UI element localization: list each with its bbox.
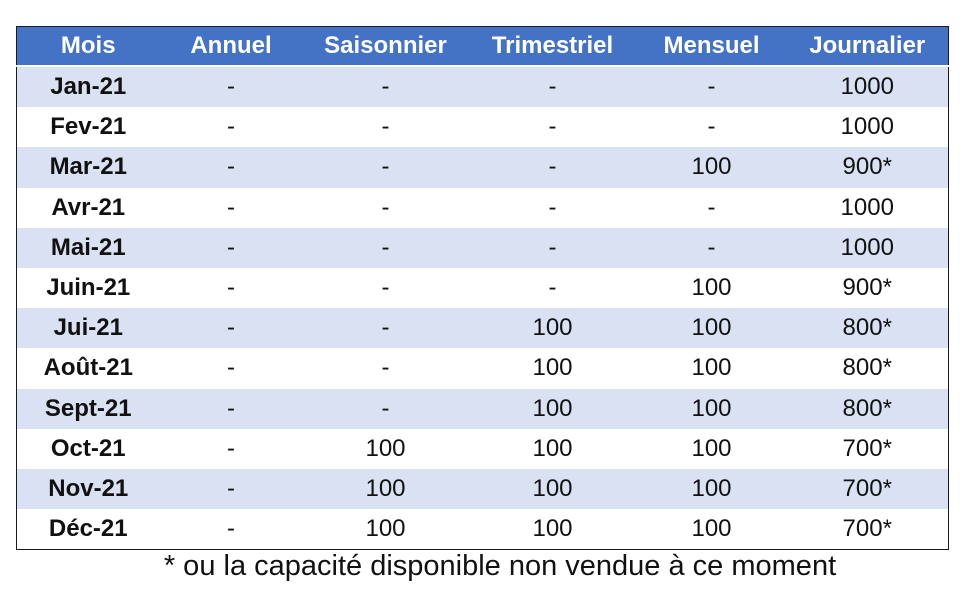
table-row: [17, 268, 949, 308]
cell-annuel: -: [160, 389, 303, 429]
table-row: [17, 107, 949, 147]
header-mensuel: Mensuel: [637, 27, 787, 67]
cell-trimestriel: -: [469, 147, 637, 187]
cell-saisonnier: -: [303, 268, 469, 308]
cell-trimestriel: -: [469, 188, 637, 228]
cell-mensuel: 100: [637, 268, 787, 308]
cell-month: Mar-21: [17, 147, 160, 187]
cell-month: Oct-21: [17, 429, 160, 469]
cell-journalier: 1000: [787, 188, 949, 228]
table-row: [17, 188, 949, 228]
cell-saisonnier: -: [303, 389, 469, 429]
table-row: [17, 389, 949, 429]
cell-month: Fev-21: [17, 107, 160, 147]
cell-trimestriel: -: [469, 107, 637, 147]
table-row: [17, 228, 949, 268]
cell-month: Sept-21: [17, 389, 160, 429]
cell-journalier: 800*: [787, 389, 949, 429]
cell-month: Août-21: [17, 348, 160, 388]
cell-annuel: -: [160, 66, 303, 107]
cell-month: Juin-21: [17, 268, 160, 308]
cell-saisonnier: 100: [303, 469, 469, 509]
cell-mensuel: 100: [637, 348, 787, 388]
table-row: [17, 308, 949, 348]
cell-trimestriel: 100: [469, 308, 637, 348]
cell-annuel: -: [160, 147, 303, 187]
cell-mensuel: 100: [637, 147, 787, 187]
cell-annuel: -: [160, 509, 303, 550]
table-header-row: [17, 27, 949, 67]
cell-trimestriel: -: [469, 268, 637, 308]
cell-month: Nov-21: [17, 469, 160, 509]
cell-saisonnier: -: [303, 107, 469, 147]
cell-journalier: 700*: [787, 469, 949, 509]
cell-annuel: -: [160, 429, 303, 469]
cell-journalier: 700*: [787, 509, 949, 550]
cell-annuel: -: [160, 228, 303, 268]
cell-month: Jan-21: [17, 66, 160, 107]
cell-month: Jui-21: [17, 308, 160, 348]
cell-trimestriel: 100: [469, 509, 637, 550]
table-row: [17, 348, 949, 388]
header-mois: Mois: [17, 27, 160, 67]
cell-saisonnier: -: [303, 188, 469, 228]
cell-journalier: 800*: [787, 348, 949, 388]
cell-trimestriel: -: [469, 228, 637, 268]
cell-mensuel: 100: [637, 429, 787, 469]
cell-mensuel: 100: [637, 469, 787, 509]
header-journalier: Journalier: [787, 27, 949, 67]
cell-trimestriel: 100: [469, 469, 637, 509]
cell-saisonnier: -: [303, 147, 469, 187]
cell-trimestriel: 100: [469, 348, 637, 388]
table-row: [17, 429, 949, 469]
table-row: [17, 66, 949, 107]
cell-journalier: 900*: [787, 268, 949, 308]
cell-annuel: -: [160, 268, 303, 308]
cell-saisonnier: 100: [303, 509, 469, 550]
cell-trimestriel: 100: [469, 389, 637, 429]
cell-mensuel: -: [637, 66, 787, 107]
header-saisonnier: Saisonnier: [303, 27, 469, 67]
cell-saisonnier: -: [303, 308, 469, 348]
cell-journalier: 1000: [787, 66, 949, 107]
cell-month: Déc-21: [17, 509, 160, 550]
header-annuel: Annuel: [160, 27, 303, 67]
table-row: [17, 509, 949, 550]
cell-month: Mai-21: [17, 228, 160, 268]
cell-annuel: -: [160, 188, 303, 228]
cell-mensuel: 100: [637, 509, 787, 550]
footnote: * ou la capacité disponible non vendue à ce moment: [163, 550, 837, 582]
cell-month: Avr-21: [17, 188, 160, 228]
cell-saisonnier: 100: [303, 429, 469, 469]
cell-journalier: 1000: [787, 107, 949, 147]
cell-saisonnier: -: [303, 66, 469, 107]
cell-journalier: 900*: [787, 147, 949, 187]
cell-journalier: 1000: [787, 228, 949, 268]
cell-journalier: 800*: [787, 308, 949, 348]
cell-mensuel: -: [637, 228, 787, 268]
cell-mensuel: 100: [637, 308, 787, 348]
cell-saisonnier: -: [303, 348, 469, 388]
cell-trimestriel: -: [469, 66, 637, 107]
table-row: [17, 147, 949, 187]
cell-annuel: -: [160, 308, 303, 348]
cell-annuel: -: [160, 107, 303, 147]
cell-journalier: 700*: [787, 429, 949, 469]
cell-mensuel: -: [637, 107, 787, 147]
header-trimestriel: Trimestriel: [469, 27, 637, 67]
capacity-table: [16, 26, 949, 550]
cell-annuel: -: [160, 469, 303, 509]
cell-saisonnier: -: [303, 228, 469, 268]
cell-mensuel: -: [637, 188, 787, 228]
table-row: [17, 469, 949, 509]
cell-annuel: -: [160, 348, 303, 388]
cell-mensuel: 100: [637, 389, 787, 429]
cell-trimestriel: 100: [469, 429, 637, 469]
